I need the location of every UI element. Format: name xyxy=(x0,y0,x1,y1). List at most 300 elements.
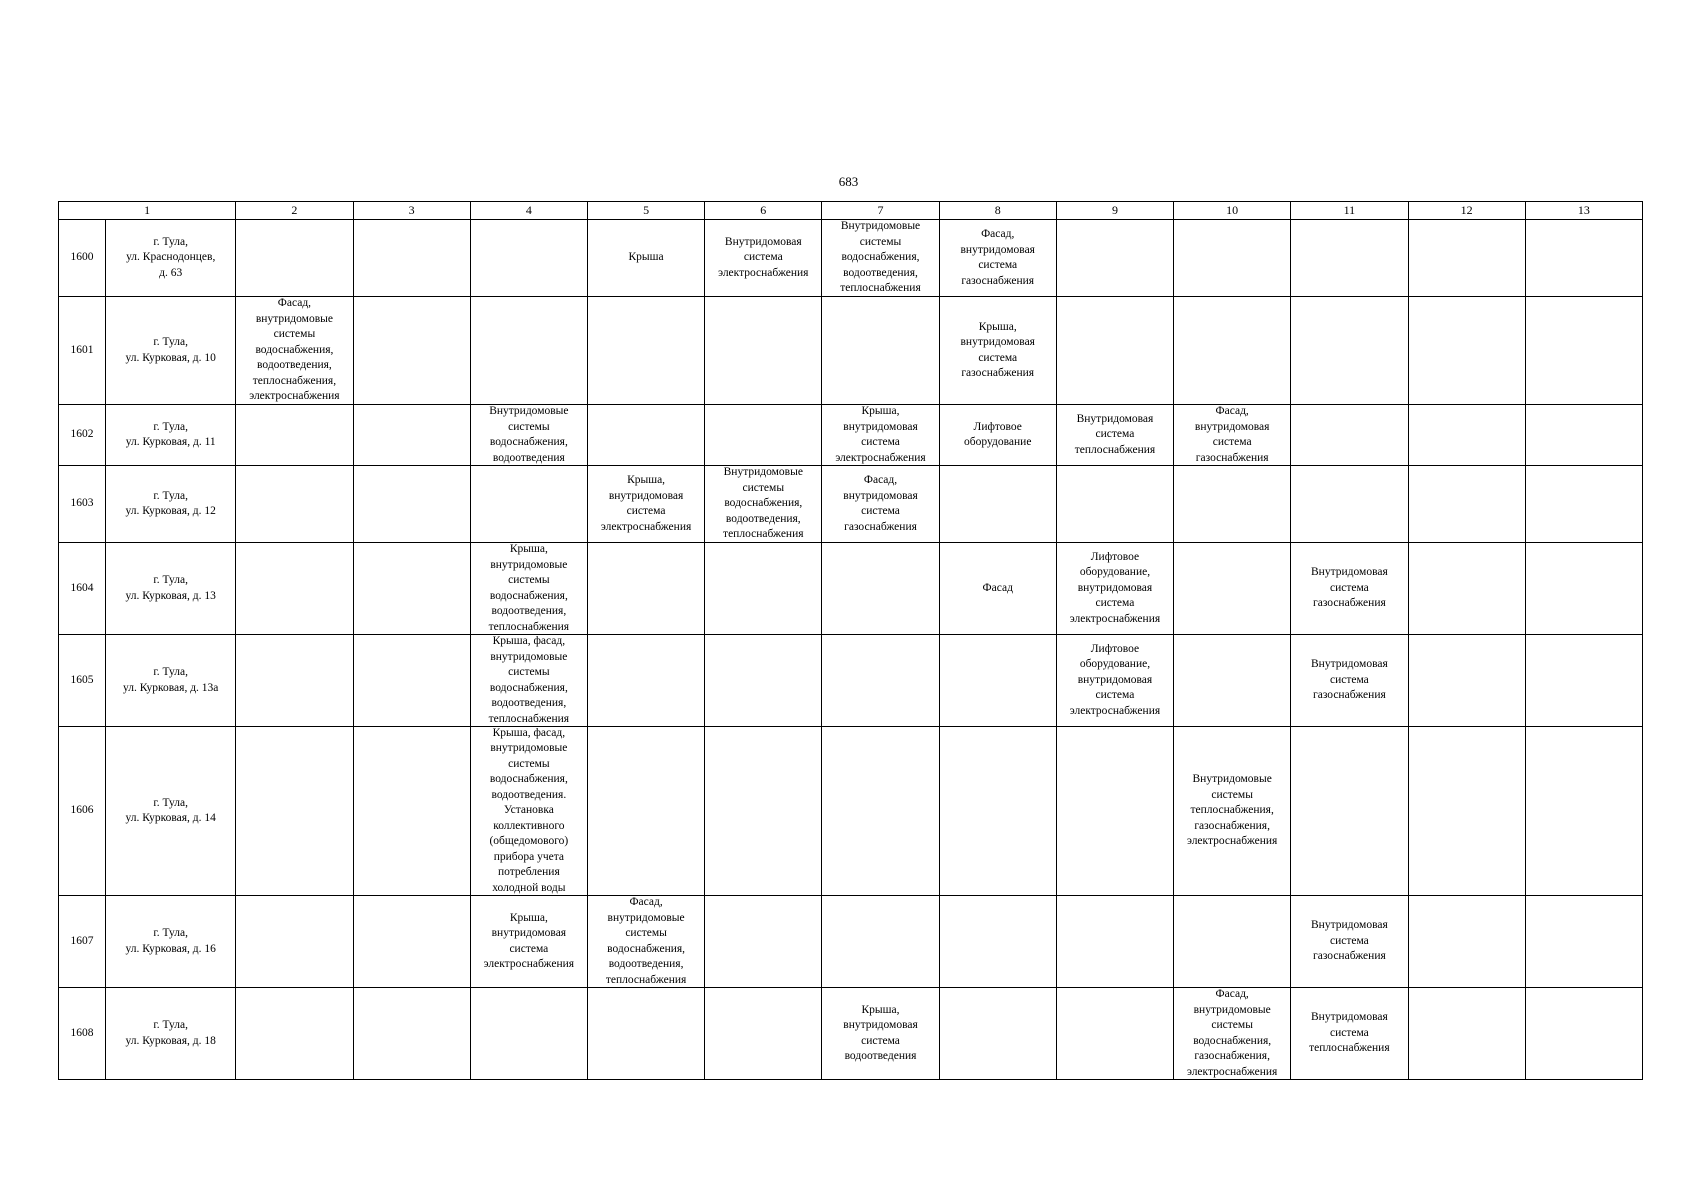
work-line: газоснабжения xyxy=(961,274,1035,287)
work-description xyxy=(942,406,1054,465)
address-line: д. 63 xyxy=(159,266,183,279)
work-cell-col-8 xyxy=(939,405,1056,466)
work-description xyxy=(1176,298,1288,404)
address-cell xyxy=(106,896,236,988)
address-line: г. Тула, xyxy=(153,235,188,248)
work-line: Внутридомовые xyxy=(489,405,569,417)
work-description xyxy=(590,221,702,296)
work-cell-col-9 xyxy=(1056,543,1173,635)
address-line: ул. Курковая, д. 16 xyxy=(125,942,216,955)
work-line: водоотведения, xyxy=(608,958,684,970)
work-cell-col-13 xyxy=(1525,220,1642,297)
work-description xyxy=(1528,406,1640,465)
address-line: ул. Краснодонцев, xyxy=(126,251,216,264)
work-line: Внутридомовые xyxy=(723,466,803,479)
column-header: 7 xyxy=(822,202,939,220)
work-line: Внутридомовая xyxy=(1311,658,1388,671)
address-text xyxy=(108,897,233,987)
work-line: Крыша, xyxy=(509,543,548,555)
work-line: водоотведения, xyxy=(491,697,567,709)
address-text xyxy=(108,544,233,634)
work-line: внутридомовые xyxy=(490,650,568,663)
work-cell-col-3 xyxy=(353,297,470,405)
row-number-cell: 1607 xyxy=(59,896,106,988)
column-header: 3 xyxy=(353,202,470,220)
work-line: Внутридомовые xyxy=(840,220,921,233)
address-line: г. Тула, xyxy=(153,574,188,586)
work-cell-col-9 xyxy=(1056,635,1173,727)
work-cell-col-12 xyxy=(1408,405,1525,466)
row-number-cell: 1606 xyxy=(59,727,106,896)
work-description xyxy=(238,989,350,1079)
work-description xyxy=(1293,221,1405,296)
work-line: электроснабжения xyxy=(1186,835,1278,848)
work-cell-col-7 xyxy=(822,297,939,405)
work-description xyxy=(238,221,350,296)
row-number-cell: 1602 xyxy=(59,405,106,466)
work-description xyxy=(942,544,1054,634)
work-line: теплоснабжения xyxy=(1309,1042,1390,1055)
address-text xyxy=(108,989,233,1079)
address-line: г. Тула, xyxy=(153,336,188,348)
work-line: система xyxy=(1095,597,1135,610)
work-description xyxy=(356,636,468,726)
work-line: внутридомовая xyxy=(843,489,918,502)
work-line: система xyxy=(978,259,1018,271)
work-cell-col-4 xyxy=(470,405,587,466)
work-description xyxy=(1059,636,1171,726)
column-header: 2 xyxy=(236,202,353,220)
work-line: водоснабжения, xyxy=(489,589,568,602)
work-line: система xyxy=(1095,428,1135,441)
work-description xyxy=(1411,406,1523,465)
work-description xyxy=(1528,544,1640,634)
work-cell-col-10 xyxy=(1174,635,1291,727)
work-description xyxy=(590,467,702,542)
work-line: электроснабжения xyxy=(835,451,926,464)
row-number-cell: 1608 xyxy=(59,988,106,1080)
work-line: система xyxy=(861,436,900,448)
work-description xyxy=(1293,544,1405,634)
work-cell-col-10 xyxy=(1174,988,1291,1080)
row-number-cell: 1605 xyxy=(59,635,106,727)
work-cell-col-12 xyxy=(1408,727,1525,896)
work-cell-col-9 xyxy=(1056,297,1173,405)
work-description xyxy=(824,221,936,296)
work-cell-col-8 xyxy=(939,297,1056,405)
work-line: газоснабжения, xyxy=(1194,819,1270,832)
work-line: газоснабжения xyxy=(844,520,917,533)
column-header: 1 xyxy=(59,202,236,220)
work-cell-col-10 xyxy=(1174,543,1291,635)
work-line: системы xyxy=(273,328,316,341)
work-cell-col-5 xyxy=(587,466,704,543)
work-description xyxy=(1411,467,1523,542)
work-description xyxy=(1176,897,1288,987)
work-cell-col-11 xyxy=(1291,543,1408,635)
work-cell-col-2 xyxy=(236,896,353,988)
work-cell-col-3 xyxy=(353,727,470,896)
work-cell-col-6 xyxy=(705,727,822,896)
work-description xyxy=(1059,467,1171,542)
work-line: Крыша xyxy=(628,251,664,264)
work-description xyxy=(1293,467,1405,542)
address-text xyxy=(108,221,233,296)
work-description xyxy=(1176,221,1288,296)
work-line: Крыша, xyxy=(861,405,900,417)
work-cell-col-4 xyxy=(470,988,587,1080)
work-line: система xyxy=(743,251,783,264)
work-cell-col-7 xyxy=(822,988,939,1080)
work-cell-col-2 xyxy=(236,635,353,727)
work-line: Крыша, фасад, xyxy=(492,727,566,739)
work-description xyxy=(238,406,350,465)
work-cell-col-6 xyxy=(705,896,822,988)
address-line: г. Тула, xyxy=(153,666,188,678)
work-description xyxy=(942,897,1054,987)
column-header: 6 xyxy=(705,202,822,220)
work-cell-col-5 xyxy=(587,297,704,405)
work-line: Лифтовое xyxy=(1090,642,1140,655)
work-line: система xyxy=(978,351,1018,364)
column-header: 9 xyxy=(1056,202,1173,220)
work-line: электроснабжения xyxy=(249,390,340,403)
work-cell-col-9 xyxy=(1056,727,1173,896)
work-cell-col-7 xyxy=(822,466,939,543)
table-row xyxy=(59,220,1643,297)
work-cell-col-2 xyxy=(236,988,353,1080)
work-line: электроснабжения xyxy=(600,520,692,533)
work-line: внутридомовые xyxy=(490,742,568,755)
work-cell-col-12 xyxy=(1408,220,1525,297)
work-line: Крыша, xyxy=(627,474,666,486)
work-description xyxy=(1059,406,1171,465)
table-row xyxy=(59,543,1643,635)
work-description xyxy=(824,544,936,634)
work-cell-col-3 xyxy=(353,896,470,988)
work-cell-col-4 xyxy=(470,297,587,405)
work-line: водоснабжения, xyxy=(489,773,568,786)
work-line: Крыша, фасад, xyxy=(492,635,566,647)
work-line: оборудование, xyxy=(1079,566,1151,579)
work-line: внутридомовые xyxy=(1193,1003,1271,1016)
table-row xyxy=(59,466,1643,543)
work-line: Фасад, xyxy=(863,474,898,486)
address-text xyxy=(108,636,233,726)
work-line: электроснабжения xyxy=(718,266,809,279)
work-cell-col-11 xyxy=(1291,896,1408,988)
work-cell-col-12 xyxy=(1408,297,1525,405)
work-cell-col-9 xyxy=(1056,988,1173,1080)
work-description xyxy=(707,636,819,726)
address-line: ул. Курковая, д. 12 xyxy=(125,505,216,517)
work-description xyxy=(1528,989,1640,1079)
work-description xyxy=(1411,221,1523,296)
work-cell-col-5 xyxy=(587,220,704,297)
work-cell-col-12 xyxy=(1408,466,1525,543)
column-header: 10 xyxy=(1174,202,1291,220)
work-cell-col-11 xyxy=(1291,727,1408,896)
work-cell-col-7 xyxy=(822,220,939,297)
work-cell-col-11 xyxy=(1291,220,1408,297)
work-cell-col-12 xyxy=(1408,543,1525,635)
work-cell-col-5 xyxy=(587,896,704,988)
work-description xyxy=(942,636,1054,726)
column-header: 8 xyxy=(939,202,1056,220)
work-line: Крыша, xyxy=(509,911,548,924)
work-line: водоотведения, xyxy=(725,512,801,525)
work-cell-col-13 xyxy=(1525,466,1642,543)
work-cell-col-4 xyxy=(470,727,587,896)
work-line: внутридомовые xyxy=(255,312,333,325)
work-line: Лифтовое xyxy=(973,420,1022,433)
work-description xyxy=(473,298,585,404)
work-cell-col-5 xyxy=(587,543,704,635)
work-line: холодной воды xyxy=(492,881,566,894)
work-schedule-table xyxy=(58,201,1643,1080)
work-cell-col-2 xyxy=(236,297,353,405)
work-description xyxy=(238,544,350,634)
work-description xyxy=(1059,221,1171,296)
work-cell-col-13 xyxy=(1525,727,1642,896)
row-number-cell: 1604 xyxy=(59,543,106,635)
work-line: теплоснабжения xyxy=(488,620,570,633)
work-description xyxy=(590,544,702,634)
address-cell xyxy=(106,988,236,1080)
work-description xyxy=(1411,636,1523,726)
work-line: водоснабжения, xyxy=(255,343,334,356)
work-description xyxy=(1528,636,1640,726)
work-description xyxy=(824,298,936,404)
table-header xyxy=(59,202,1643,220)
column-header: 12 xyxy=(1408,202,1525,220)
work-line: системы xyxy=(742,481,785,494)
table-row xyxy=(59,896,1643,988)
work-line: Фасад, xyxy=(629,896,663,908)
work-line: оборудование, xyxy=(1079,658,1151,671)
work-description xyxy=(238,897,350,987)
work-description xyxy=(1293,728,1405,895)
work-cell-col-9 xyxy=(1056,220,1173,297)
work-cell-col-10 xyxy=(1174,466,1291,543)
work-description xyxy=(356,221,468,296)
work-line: водоснабжения, xyxy=(841,251,920,264)
column-header: 11 xyxy=(1291,202,1408,220)
row-number-cell: 1603 xyxy=(59,466,106,543)
work-cell-col-7 xyxy=(822,896,939,988)
work-line: Установка xyxy=(503,804,554,817)
work-description xyxy=(1528,728,1640,895)
work-description xyxy=(1528,221,1640,296)
address-line: ул. Курковая, д. 11 xyxy=(125,436,216,448)
work-description xyxy=(473,467,585,542)
work-cell-col-5 xyxy=(587,405,704,466)
work-line: газоснабжения xyxy=(1195,451,1269,464)
work-description xyxy=(824,897,936,987)
work-line: внутридомовая xyxy=(491,927,567,939)
address-cell xyxy=(106,220,236,297)
work-line: внутридомовая xyxy=(1077,581,1153,594)
address-line: ул. Курковая, д. 10 xyxy=(125,351,216,364)
work-cell-col-6 xyxy=(705,220,822,297)
work-line: система xyxy=(1329,673,1369,686)
work-cell-col-13 xyxy=(1525,405,1642,466)
work-cell-col-10 xyxy=(1174,896,1291,988)
work-cell-col-10 xyxy=(1174,727,1291,896)
work-description xyxy=(356,544,468,634)
work-line: Внутридомовая xyxy=(1311,919,1388,932)
work-description xyxy=(356,406,468,465)
work-line: внутридомовая xyxy=(608,489,684,502)
work-description xyxy=(356,897,468,987)
address-line: г. Тула, xyxy=(153,489,188,502)
work-description xyxy=(473,544,585,634)
work-description xyxy=(356,989,468,1079)
work-line: системы xyxy=(625,927,667,939)
work-cell-col-3 xyxy=(353,635,470,727)
work-cell-col-3 xyxy=(353,988,470,1080)
work-cell-col-13 xyxy=(1525,988,1642,1080)
work-line: Крыша, xyxy=(861,1003,900,1016)
work-cell-col-3 xyxy=(353,405,470,466)
table-row xyxy=(59,405,1643,466)
work-description xyxy=(1059,544,1171,634)
address-cell xyxy=(106,405,236,466)
work-line: внутридомовые xyxy=(607,911,685,924)
work-line: внутридомовая xyxy=(843,420,918,433)
work-description xyxy=(1176,989,1288,1079)
work-description xyxy=(1293,406,1405,465)
work-cell-col-12 xyxy=(1408,988,1525,1080)
work-cell-col-4 xyxy=(470,896,587,988)
work-description xyxy=(356,298,468,404)
work-description xyxy=(590,406,702,465)
page-number: 683 xyxy=(838,174,859,189)
work-cell-col-7 xyxy=(822,635,939,727)
work-cell-col-8 xyxy=(939,727,1056,896)
work-line: системы xyxy=(508,666,550,678)
work-line: электроснабжения xyxy=(1186,1065,1278,1078)
work-cell-col-6 xyxy=(705,988,822,1080)
work-description xyxy=(707,406,819,465)
address-line: г. Тула, xyxy=(153,1019,188,1031)
work-description xyxy=(1528,298,1640,404)
work-cell-col-5 xyxy=(587,727,704,896)
work-cell-col-11 xyxy=(1291,466,1408,543)
work-description xyxy=(1176,467,1288,542)
work-description xyxy=(1293,636,1405,726)
work-cell-col-10 xyxy=(1174,405,1291,466)
work-line: газоснабжения xyxy=(1313,597,1386,610)
work-description xyxy=(942,221,1054,296)
work-line: Фасад, xyxy=(277,297,312,310)
work-line: Внутридомовая xyxy=(724,235,802,248)
work-line: система xyxy=(1095,689,1135,702)
work-cell-col-9 xyxy=(1056,466,1173,543)
work-line: водоотведения xyxy=(492,451,565,464)
work-line: электроснабжения xyxy=(1069,612,1161,625)
work-cell-col-2 xyxy=(236,543,353,635)
work-description xyxy=(590,728,702,895)
address-line: ул. Курковая, д. 13а xyxy=(122,681,219,694)
work-cell-col-11 xyxy=(1291,988,1408,1080)
work-cell-col-11 xyxy=(1291,405,1408,466)
work-line: Лифтовое xyxy=(1090,550,1140,563)
work-description xyxy=(707,221,819,296)
work-cell-col-7 xyxy=(822,727,939,896)
work-cell-col-13 xyxy=(1525,543,1642,635)
work-line: водоотведения xyxy=(844,1050,917,1062)
work-line: системы xyxy=(1211,788,1253,801)
work-description xyxy=(707,298,819,404)
work-line: системы xyxy=(859,235,902,248)
work-cell-col-5 xyxy=(587,635,704,727)
work-description xyxy=(824,728,936,895)
work-cell-col-2 xyxy=(236,405,353,466)
row-number-cell: 1600 xyxy=(59,220,106,297)
work-description xyxy=(473,221,585,296)
work-description xyxy=(1176,406,1288,465)
work-line: водоотведения, xyxy=(257,359,332,372)
work-line: водоотведения. xyxy=(491,788,567,801)
work-description xyxy=(1528,897,1640,987)
work-line: Фасад, xyxy=(1215,405,1249,417)
work-line: системы xyxy=(508,574,550,586)
row-number-cell: 1601 xyxy=(59,297,106,405)
work-cell-col-13 xyxy=(1525,297,1642,405)
work-line: водоснабжения, xyxy=(607,942,686,955)
address-text xyxy=(108,298,233,404)
work-description xyxy=(1411,544,1523,634)
work-description xyxy=(1411,728,1523,895)
work-line: Внутридомовые xyxy=(1192,773,1272,786)
work-cell-col-9 xyxy=(1056,405,1173,466)
work-description xyxy=(1411,298,1523,404)
work-description xyxy=(473,989,585,1079)
work-description xyxy=(824,989,936,1079)
table-row xyxy=(59,297,1643,405)
work-cell-col-13 xyxy=(1525,635,1642,727)
work-description xyxy=(1176,544,1288,634)
work-line: прибора учета xyxy=(493,850,565,863)
work-cell-col-8 xyxy=(939,635,1056,727)
work-description xyxy=(473,728,585,895)
work-description xyxy=(707,544,819,634)
work-line: система xyxy=(509,942,549,955)
address-line: ул. Курковая, д. 14 xyxy=(125,812,216,824)
work-description xyxy=(1059,728,1171,895)
work-cell-col-11 xyxy=(1291,635,1408,727)
work-cell-col-3 xyxy=(353,543,470,635)
work-line: теплоснабжения xyxy=(488,712,570,725)
address-line: г. Тула, xyxy=(153,796,188,809)
work-cell-col-8 xyxy=(939,543,1056,635)
work-description xyxy=(824,406,936,465)
work-description xyxy=(1411,989,1523,1079)
work-cell-col-12 xyxy=(1408,635,1525,727)
work-description xyxy=(238,298,350,404)
work-line: система xyxy=(861,1034,900,1047)
column-header: 5 xyxy=(587,202,704,220)
work-line: потребления xyxy=(497,866,560,879)
work-description xyxy=(473,636,585,726)
work-line: система xyxy=(1212,436,1252,448)
work-description xyxy=(1293,298,1405,404)
work-line: внутридомовая xyxy=(1194,420,1270,433)
work-line: система xyxy=(626,505,666,517)
column-header: 13 xyxy=(1525,202,1642,220)
work-line: система xyxy=(1329,1026,1369,1039)
